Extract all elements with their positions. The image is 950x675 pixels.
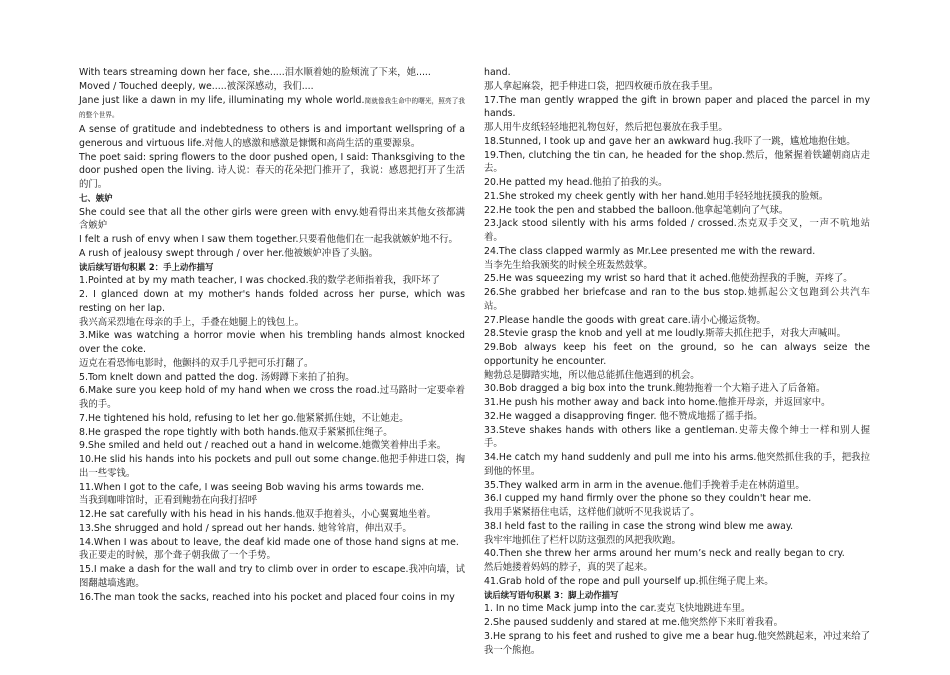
text-line: 20.He patted my head.他拍了拍我的头。 [484, 177, 668, 188]
text-line: 10.He slid his hands into his pockets and pull out some change.他把手伸进口袋，掏出一些零钱。 [79, 454, 465, 479]
text-line: 38.I held fast to the railing in case the strong wind blew me away. [484, 520, 794, 532]
text-line: 然后她搂着妈妈的脖子，真的哭了起来。 [484, 562, 653, 573]
text-line: 1. In no time Mack jump into the car.麦克飞快地跳进车里。 [484, 603, 751, 615]
text-line: 9.She smiled and held out / reached out a hand in welcome.她微笑着伸出手来。 [79, 440, 447, 452]
text-line: 我正要走的时候，那个聋子朝我做了一个手势。 [79, 550, 276, 562]
text-note: 简就像我生命中的曙光，照亮了我的整个世界。 [79, 96, 466, 120]
text-line: 15.I make a dash for the wall and try to climb over in order to escape.我冲向墙，试图翻越墙逃跑。 [79, 564, 465, 589]
text-line: 2. I glanced down at my mother's hands folded across her purse, which was resting on her lap. [79, 289, 465, 314]
text-line: 40.Then she threw her arms around her mum’s neck and really began to cry. [484, 548, 845, 560]
text-line: 5.Tom knelt down and patted the dog. 汤姆蹲下来拍了拍狗。 [79, 371, 355, 383]
text-line: 11.When I got to the cafe, I was seeing Bob waving his arms towards me. [79, 481, 425, 493]
text-line: I felt a rush of envy when I saw them together.只要看他他们在一起我就嫉妒地不行。 [79, 234, 458, 245]
text-line: 8.He grasped the rope tightly with both hands.他双手紧紧抓住绳子。 [79, 426, 393, 438]
text-line: 35.They walked arm in arm in the avenue.他们手挽着手走在林荫道里。 [484, 479, 805, 491]
text-span: Jane just like a dawn in my life, illuminating my whole world. [79, 94, 365, 106]
right-column [484, 66, 870, 657]
text-line: 31.He push his mother away and back into home.他推开母亲，并返回家中。 [484, 397, 831, 408]
text-line: 17.The man gently wrapped the gift in brown paper and placed the parcel in my hands. [484, 94, 870, 120]
text-line: 当李先生给我颁奖的时候全班轰然鼓掌。 [484, 259, 653, 271]
text-line: 27.Please handle the goods with great care.请小心搬运货物。 [484, 314, 766, 326]
text-line: 那人用牛皮纸轻轻地把礼物包好，然后把包裹放在我手里。 [484, 122, 728, 133]
text-line: Moved / Touched deeply, we.....被深深感动，我们.... [79, 80, 314, 92]
text-line: 2.She paused suddenly and stared at me.他突然停下来盯着我看。 [484, 617, 784, 628]
text-line: 34.He catch my hand suddenly and pull me into his arms.他突然抓住我的手，把我拉到他的怀里。 [484, 452, 870, 477]
left-column [79, 66, 465, 604]
text-line: 18.Stunned, I took up and gave her an awkward hug.我吓了一跳，尴尬地抱住她。 [484, 135, 856, 147]
text-line: 19.Then, clutching the tin can, he headed for the shop.然后，他紧握着铁罐朝商店走去。 [484, 149, 870, 175]
text-line: 28.Stevie grasp the knob and yell at me loudly.斯蒂夫抓住把手，对我大声喊叫。 [484, 328, 847, 340]
text-line: 我牢牢地抓住了栏杆以防这强烈的风把我吹跑。 [484, 534, 681, 546]
text-line: 3.He sprang to his feet and rushed to give me a bear hug.他突然跳起来，冲过来给了我一个熊抱。 [484, 630, 870, 656]
text-line: 22.He took the pen and stabbed the balloon.他拿起笔刺向了气球。 [484, 204, 789, 216]
text-line: 24.The class clapped warmly as Mr.Lee presented me with the reward. [484, 245, 816, 257]
text-line: The poet said: spring flowers to the door pushed open, I said: Thanksgiving to the door pushed open the living. 诗人说：春天的花朵把门推开了，我说：感恩把打开了生活的门。 [79, 151, 465, 190]
text-line: hand. [484, 67, 511, 78]
text-line: With tears streaming down her face, she.....泪水顺着她的脸颊流了下来，她..... [79, 67, 431, 78]
text-line: 迈克在看恐怖电影时，他颤抖的双手几乎把可乐打翻了。 [79, 357, 314, 369]
text-line [79, 94, 465, 124]
text-line: 3.Mike was watching a horror movie when his trembling hands almost knocked over the coke. [79, 330, 465, 355]
text-line: 那人拿起麻袋，把手伸进口袋，把四枚硬币放在我手里。 [484, 80, 719, 92]
section-heading: 读后续写语句积累 3：脚上动作描写 [484, 589, 619, 600]
text-line: 当我到咖啡馆时，正看到鲍勃在向我打招呼 [79, 495, 258, 507]
text-line: 6.Make sure you keep hold of my hand when we cross the road.过马路时一定要牵着我的手。 [79, 385, 465, 410]
text-line: 25.He was squeezing my wrist so hard that it ached.他使劲捏我的手腕，弄疼了。 [484, 273, 853, 285]
text-line: 23.Jack stood silently with his arms folded / crossed.杰克双手交叉，一声不吭地站着。 [484, 218, 870, 243]
text-line: 26.She grabbed her briefcase and ran to the bus stop.她抓起公文包跑到公共汽车站。 [484, 287, 870, 312]
text-line: 21.She stroked my cheek gently with her hand.她用手轻轻地抚摸我的脸颊。 [484, 190, 829, 202]
text-line: 7.He tightened his hold, refusing to let her go.他紧紧抓住她，不让她走。 [79, 412, 409, 424]
text-line: A sense of gratitude and indebtedness to others is and important wellspring of a generous and virtuous life.对他人的感激和感激是慷慨和高尚生活的重要源泉。 [79, 124, 465, 149]
text-line: 14.When I was about to leave, the deaf kid made one of those hand signs at me. [79, 536, 459, 548]
text-line: 我兴高采烈地在母亲的手上，手叠在她腿上的钱包上。 [79, 316, 305, 328]
text-line: 13.She shrugged and hold / spread out her hands. 她耸耸肩，伸出双手。 [79, 522, 412, 534]
text-line: She could see that all the other girls were green with envy.她看得出来其他女孩都满含嫉妒 [79, 206, 465, 232]
text-line: 16.The man took the sacks, reached into his pocket and placed four coins in my [79, 591, 455, 603]
text-line: 32.He wagged a disapproving finger. 他不赞成地摇了摇手指。 [484, 410, 763, 422]
section-heading: 七、嫉妒 [79, 192, 113, 203]
text-line: 12.He sat carefully with his head in his hands.他双手抱着头，小心翼翼地坐着。 [79, 509, 436, 520]
section-heading: 读后续写语句积累 2：手上动作描写 [79, 261, 214, 272]
text-line: 鲍勃总是脚踏实地，所以他总能抓住他遇到的机会。 [484, 369, 700, 381]
text-line: A rush of jealousy swept through / over her.他被嫉妒冲昏了头脑。 [79, 247, 379, 259]
text-line: 33.Steve shakes hands with others like a gentleman.史蒂夫像个绅士一样和别人握手。 [484, 424, 870, 450]
text-line: 我用手紧紧捂住电话，这样他们就听不见我说话了。 [484, 507, 700, 518]
text-line: 41.Grab hold of the rope and pull yourself up.抓住绳子爬上来。 [484, 575, 774, 587]
text-line: 36.I cupped my hand firmly over the phone so they couldn't hear me. [484, 493, 812, 505]
text-line: 1.Pointed at by my math teacher, I was chocked.我的数学老师指着我，我吓坏了 [79, 275, 440, 287]
text-line: 30.Bob dragged a big box into the trunk.鲍勃拖着一个大箱子进入了后备箱。 [484, 383, 826, 395]
text-line: 29.Bob always keep his feet on the ground, so he can always seize the opportunity he encounter. [484, 342, 870, 367]
